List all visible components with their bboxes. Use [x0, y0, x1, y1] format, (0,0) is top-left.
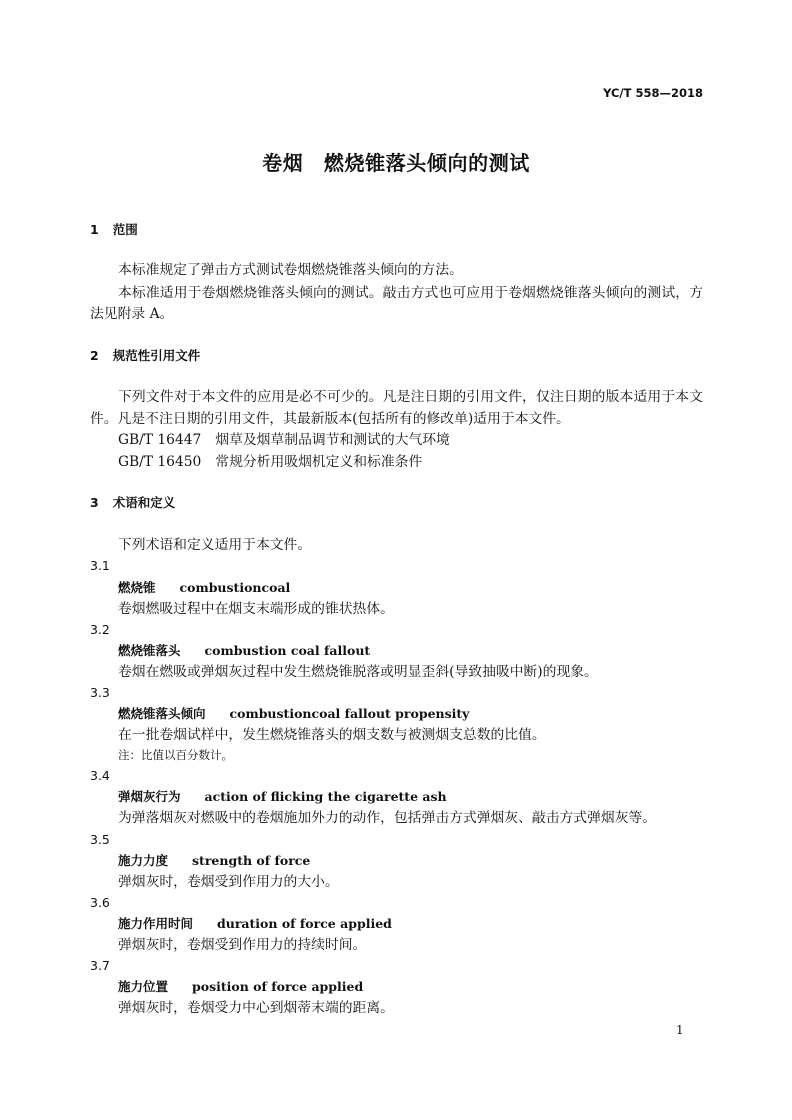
document-title: 卷烟 燃烧锥落头倾向的测试 [262, 151, 530, 175]
section-number: 2 [90, 348, 99, 363]
term-note: 注：比值以百分数计。 [118, 748, 233, 762]
term-definition: 弹烟灰时，卷烟受力中心到烟蒂末端的距离。 [118, 1000, 394, 1016]
term-definition: 卷烟燃吸过程中在烟支末端形成的锥状热体。 [118, 601, 394, 617]
section-number: 3 [90, 495, 99, 510]
term-english: combustion coal fallout [204, 643, 371, 658]
section-title: 术语和定义 [112, 495, 176, 510]
term-definition: 弹烟灰时，卷烟受到作用力的持续时间。 [118, 937, 367, 953]
term-definition: 为弹落烟灰对燃吸中的卷烟施加外力的动作，包括弹击方式弹烟灰、敲击方式弹烟灰等。 [118, 810, 657, 826]
section-intro: 下列术语和定义适用于本文件。 [118, 537, 312, 553]
term-chinese: 燃烧锥 [118, 580, 156, 595]
reference-title: 烟草及烟草制品调节和测试的大气环境 [215, 432, 450, 448]
term-heading [118, 851, 310, 871]
term-heading [118, 914, 392, 934]
term-chinese: 燃烧锥落头倾向 [118, 706, 206, 721]
paragraph-line: 本标准规定了弹击方式测试卷烟燃烧锥落头倾向的方法。 [118, 262, 463, 278]
term-definition: 在一批卷烟试样中，发生燃烧锥落头的烟支数与被测烟支总数的比值。 [118, 727, 546, 743]
section-title: 规范性引用文件 [112, 348, 201, 363]
term-number: 3.6 [90, 895, 110, 910]
term-heading [118, 578, 290, 598]
term-number: 3.3 [90, 685, 110, 700]
term-heading [118, 704, 469, 724]
section-title: 范围 [112, 222, 138, 237]
paragraph-line: 法见附录 A。 [90, 306, 174, 322]
term-chinese: 燃烧锥落头 [118, 643, 181, 658]
term-heading [118, 977, 363, 997]
term-number: 3.4 [90, 768, 110, 783]
reference-title: 常规分析用吸烟机定义和标准条件 [215, 454, 423, 470]
term-english: combustioncoal [179, 580, 291, 595]
section-1-heading [90, 220, 138, 240]
section-3-heading [90, 493, 175, 513]
term-number: 3.7 [90, 958, 110, 973]
term-chinese: 施力位置 [118, 979, 169, 994]
term-english: combustioncoal fallout propensity [229, 706, 470, 721]
term-chinese: 弹烟灰行为 [118, 789, 181, 804]
reference-code: GB/T 16450 [118, 454, 202, 470]
reference-item [118, 452, 422, 472]
page-number: 1 [676, 1023, 684, 1037]
term-number: 3.5 [90, 832, 110, 847]
term-heading [118, 787, 447, 807]
term-number: 3.2 [90, 622, 110, 637]
term-english: strength of force [192, 853, 311, 868]
term-number: 3.1 [90, 558, 110, 573]
document-code: YC/T 558—2018 [603, 86, 703, 100]
reference-item [118, 430, 450, 450]
term-english: duration of force applied [217, 916, 392, 931]
term-chinese: 施力力度 [118, 853, 169, 868]
reference-code: GB/T 16447 [118, 432, 202, 448]
term-chinese: 施力作用时间 [118, 916, 194, 931]
term-english: action of flicking the cigarette ash [204, 789, 447, 804]
section-number: 1 [90, 222, 99, 237]
paragraph-line: 下列文件对于本文件的应用是必不可少的。凡是注日期的引用文件，仅注日期的版本适用于本文 [118, 389, 703, 405]
paragraph-line: 本标准适用于卷烟燃烧锥落头倾向的测试。敲击方式也可应用于卷烟燃烧锥落头倾向的测试，方 [118, 285, 703, 301]
term-heading [118, 641, 370, 661]
paragraph-line: 件。凡是不注日期的引用文件，其最新版本(包括所有的修改单)适用于本文件。 [90, 411, 570, 427]
section-2-heading [90, 346, 200, 366]
term-english: position of force applied [192, 979, 364, 994]
term-definition: 卷烟在燃吸或弹烟灰过程中发生燃烧锥脱落或明显歪斜(导致抽吸中断)的现象。 [118, 664, 598, 680]
term-definition: 弹烟灰时，卷烟受到作用力的大小。 [118, 874, 339, 890]
